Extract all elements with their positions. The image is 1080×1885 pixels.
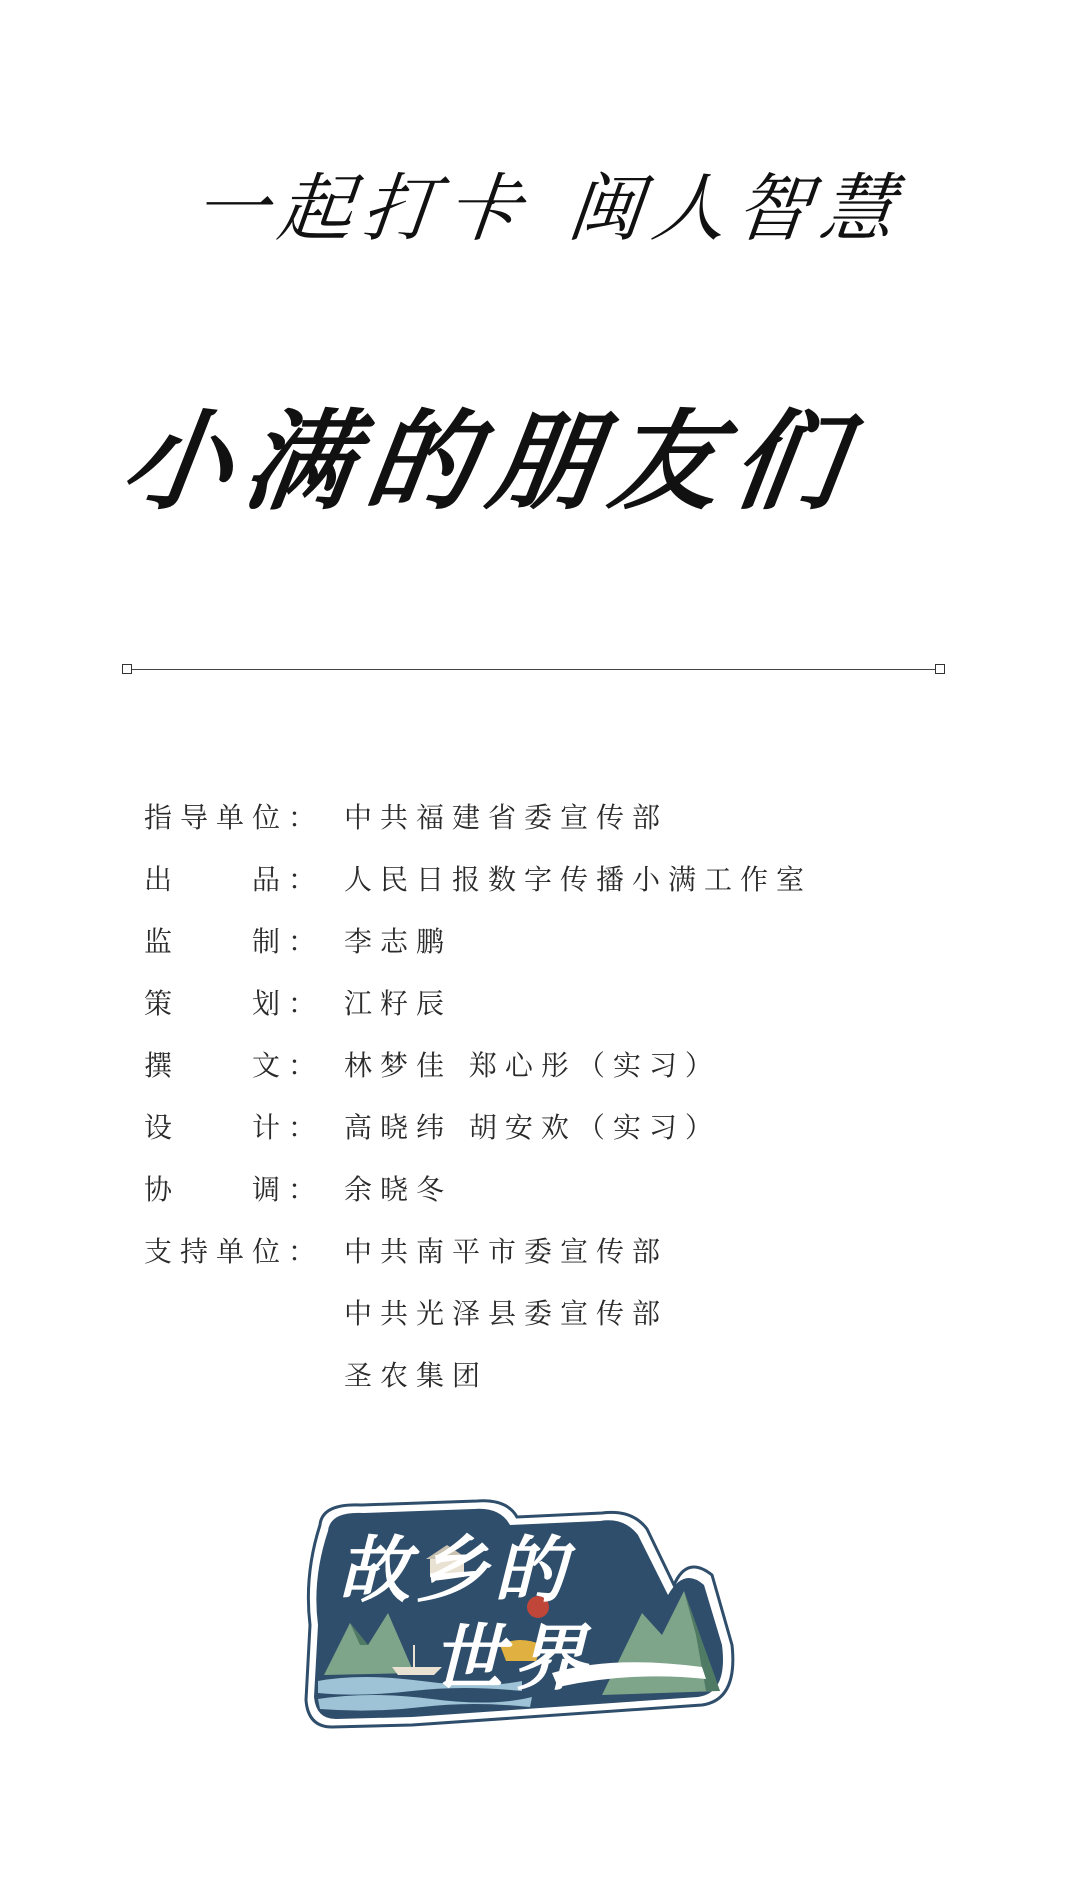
logo-text-line2: 世界	[432, 1615, 597, 1700]
credit-row-support-1	[144, 1219, 812, 1281]
credit-value: 余晓冬	[344, 1173, 453, 1206]
credit-value: 中共光泽县委宣传部	[344, 1297, 669, 1330]
credit-row-guidance	[144, 785, 812, 847]
credits-list	[144, 785, 812, 1405]
credit-row-writer	[144, 1033, 812, 1095]
credit-label: 支持单位：	[144, 1235, 325, 1268]
hometown-world-logo	[302, 1495, 738, 1730]
credit-value: 高晓纬 胡安欢（实习）	[344, 1111, 721, 1144]
credit-label: 设 计：	[144, 1111, 325, 1144]
title-line1-part1: 一起打卡	[189, 166, 535, 252]
divider-right-handle	[935, 664, 945, 674]
credit-row-support-2	[144, 1281, 812, 1343]
calligraphy-title-line1	[189, 150, 909, 256]
credit-row-designer	[144, 1095, 812, 1157]
credit-row-planner	[144, 971, 812, 1033]
credit-value: 江籽辰	[344, 987, 453, 1020]
credit-row-support-3	[144, 1343, 812, 1405]
credit-row-producer	[144, 847, 812, 909]
credit-label: 监 制：	[144, 925, 325, 958]
credit-value: 圣农集团	[344, 1359, 489, 1392]
divider-left-handle	[122, 664, 132, 674]
section-divider	[127, 669, 940, 670]
credit-value: 中共福建省委宣传部	[344, 801, 669, 834]
calligraphy-title-line2: 小满的朋友们	[114, 399, 865, 525]
credit-value: 中共南平市委宣传部	[344, 1235, 669, 1268]
credit-row-coordinator	[144, 1157, 812, 1219]
title-line1-part2: 闽人智慧	[563, 166, 909, 252]
credit-label: 策 划：	[144, 987, 325, 1020]
logo-text-line1: 故乡的	[338, 1527, 573, 1612]
credit-label: 出 品：	[144, 863, 325, 896]
credit-label: 协 调：	[144, 1173, 325, 1206]
credit-value: 人民日报数字传播小满工作室	[344, 863, 813, 896]
credit-label: 指导单位：	[144, 801, 325, 834]
credit-label: 撰 文：	[144, 1049, 325, 1082]
credit-value: 李志鹏	[344, 925, 453, 958]
credit-value: 林梦佳 郑心彤（实习）	[344, 1049, 721, 1082]
credit-row-supervisor	[144, 909, 812, 971]
